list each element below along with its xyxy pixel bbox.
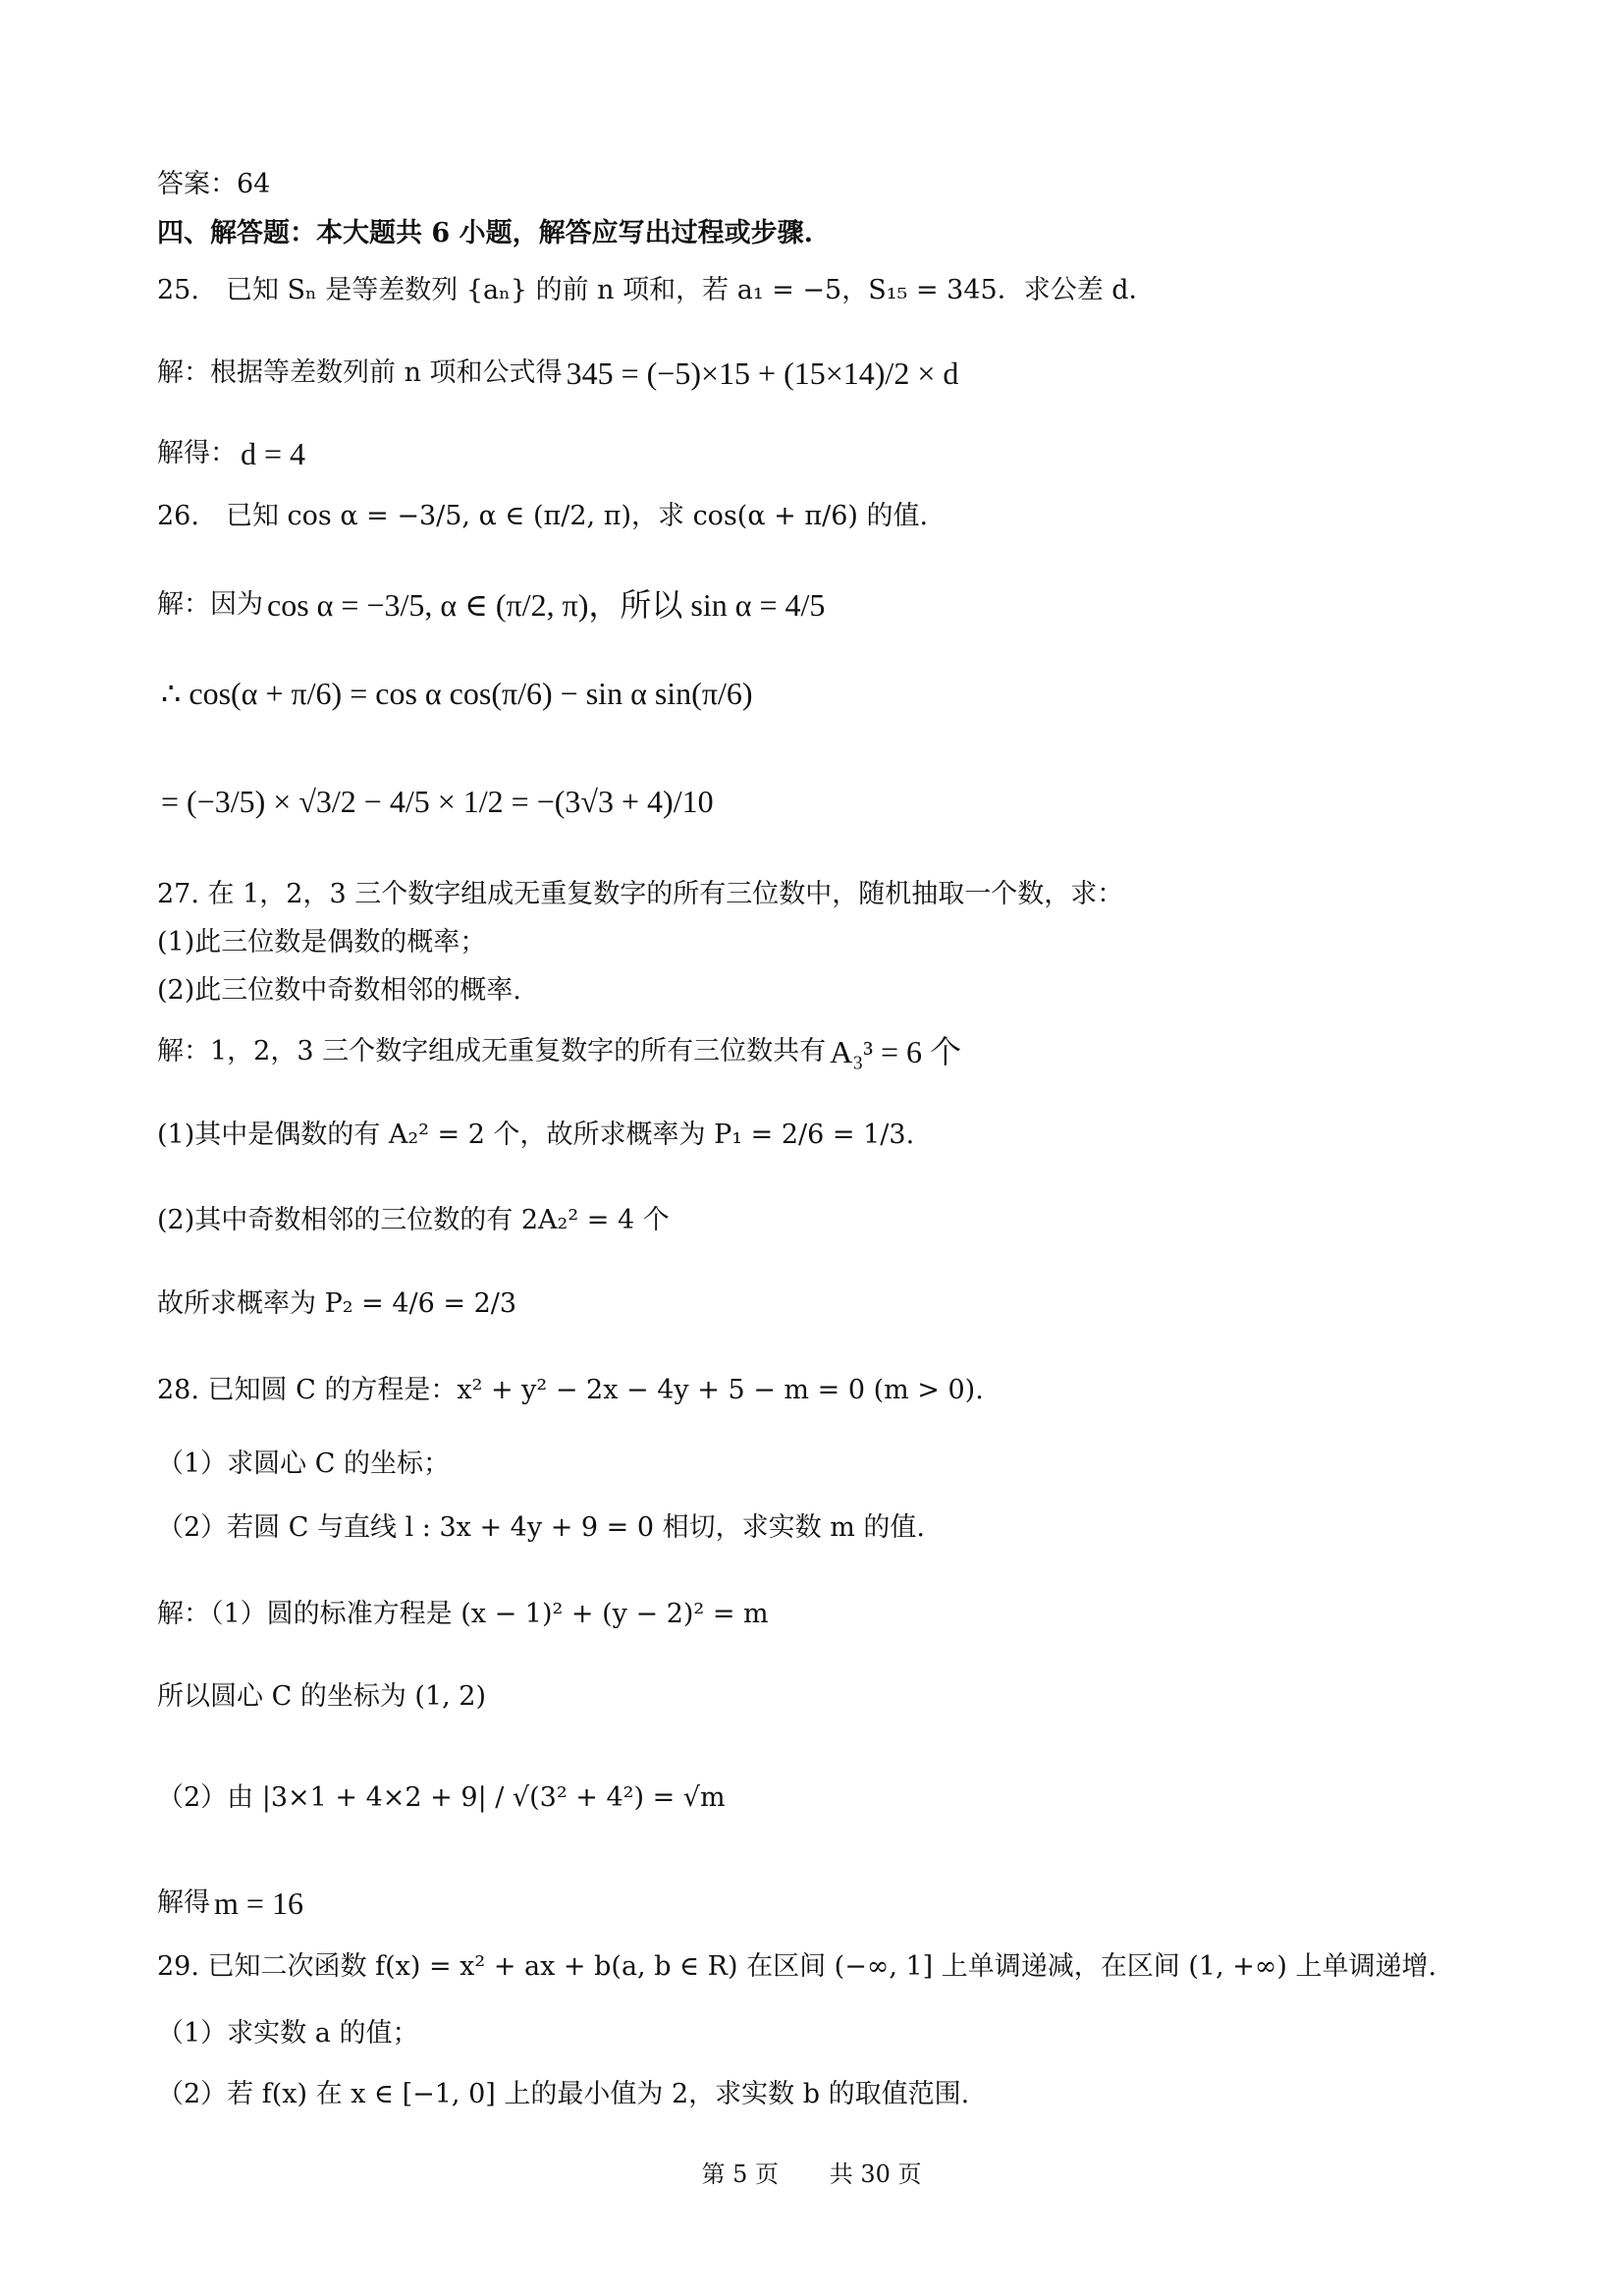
q25-solution	[157, 355, 959, 392]
q28-result	[157, 1886, 303, 1922]
page-footer	[0, 2155, 1623, 2189]
q26-solution-line2: ∴ cos(α + π/6) = cos α cos(π/6) − sin α sin(π/6)	[161, 676, 753, 711]
q28-part2: （2）若圆 C 与直线 l : 3x + 4y + 9 = 0 相切，求实数 m 的值.	[157, 1512, 925, 1543]
q25-result-label: 解得：	[157, 438, 237, 468]
q25-solution-label: 解：根据等差数列前 n 项和公式得	[157, 357, 563, 388]
q28-question: 28. 已知圆 C 的方程是：x² + y² − 2x − 4y + 5 − m = 0 (m > 0).	[157, 1375, 984, 1405]
q27-part2: (2)此三位数中奇数相邻的概率.	[157, 975, 521, 1006]
page-number: 第 5 页	[701, 2160, 780, 2188]
q27-solution-3: (2)其中奇数相邻的三位数的有 2A₂² = 4 个	[157, 1205, 670, 1235]
q28-result-label: 解得	[157, 1887, 210, 1918]
q26-solution-line3: = (−3/5) × √3/2 − 4/5 × 1/2 = −(3√3 + 4)/10	[161, 784, 714, 819]
q27-solution-4: 故所求概率为 P₂ = 4/6 = 2/3	[157, 1288, 517, 1319]
q26-question: 26. 已知 cos α = −3/5, α ∈ (π/2, π)，求 cos(α + π/6) 的值.	[157, 501, 929, 531]
q27-question: 27. 在 1，2，3 三个数字组成无重复数字的所有三位数中，随机抽取一个数，求：	[157, 879, 1124, 909]
q25-question: 25. 已知 Sₙ 是等差数列 {aₙ} 的前 n 项和，若 a₁ = −5，S₁₅ = 345．求公差 d．	[157, 275, 1156, 305]
q27-solution-1	[157, 1034, 962, 1070]
q25-result-formula: d = 4	[241, 436, 306, 472]
q26-solution-label: 解：因为	[157, 589, 263, 620]
q27-solution-2: (1)其中是偶数的有 A₂² = 2 个，故所求概率为 P₁ = 2/6 = 1/3.	[157, 1120, 915, 1150]
q25-solution-formula: 345 = (−5)×15 + (15×14)/2 × d	[566, 355, 959, 392]
q29-part2: （2）若 f(x) 在 x ∈ [−1, 0] 上的最小值为 2，求实数 b 的取值范围.	[157, 2079, 970, 2109]
q28-solution-3: （2）由 |3×1 + 4×2 + 9| / √(3² + 4²) = √m	[157, 1782, 726, 1813]
section-heading: 四、解答题：本大题共 6 小题，解答应写出过程或步骤.	[157, 218, 813, 248]
q26-solution-line1	[157, 587, 826, 624]
q28-solution-2: 所以圆心 C 的坐标为 (1, 2)	[157, 1681, 486, 1712]
q28-result-formula: m = 16	[214, 1886, 303, 1922]
q26-solution-formula: cos α = −3/5, α ∈ (π/2, π)，所以 sin α = 4/5	[267, 587, 826, 624]
q29-question: 29. 已知二次函数 f(x) = x² + ax + b(a, b ∈ R) 在区间 (−∞, 1] 上单调递减，在区间 (1, +∞) 上单调递增.	[157, 1951, 1437, 1982]
page-total: 共 30 页	[829, 2160, 922, 2188]
q25-result	[157, 436, 306, 472]
q29-part1: （1）求实数 a 的值；	[157, 2018, 419, 2049]
q27-solution-1-label: 解：1，2，3 三个数字组成无重复数字的所有三位数共有	[157, 1036, 827, 1066]
q27-part1: (1)此三位数是偶数的概率；	[157, 927, 487, 957]
q27-solution-1-formula: A₃³ = 6 个	[830, 1034, 962, 1070]
answer-prev: 答案：64	[157, 169, 271, 199]
q28-part1: （1）求圆心 C 的坐标；	[157, 1449, 451, 1479]
q28-solution-1: 解：（1）圆的标准方程是 (x − 1)² + (y − 2)² = m	[157, 1599, 769, 1629]
